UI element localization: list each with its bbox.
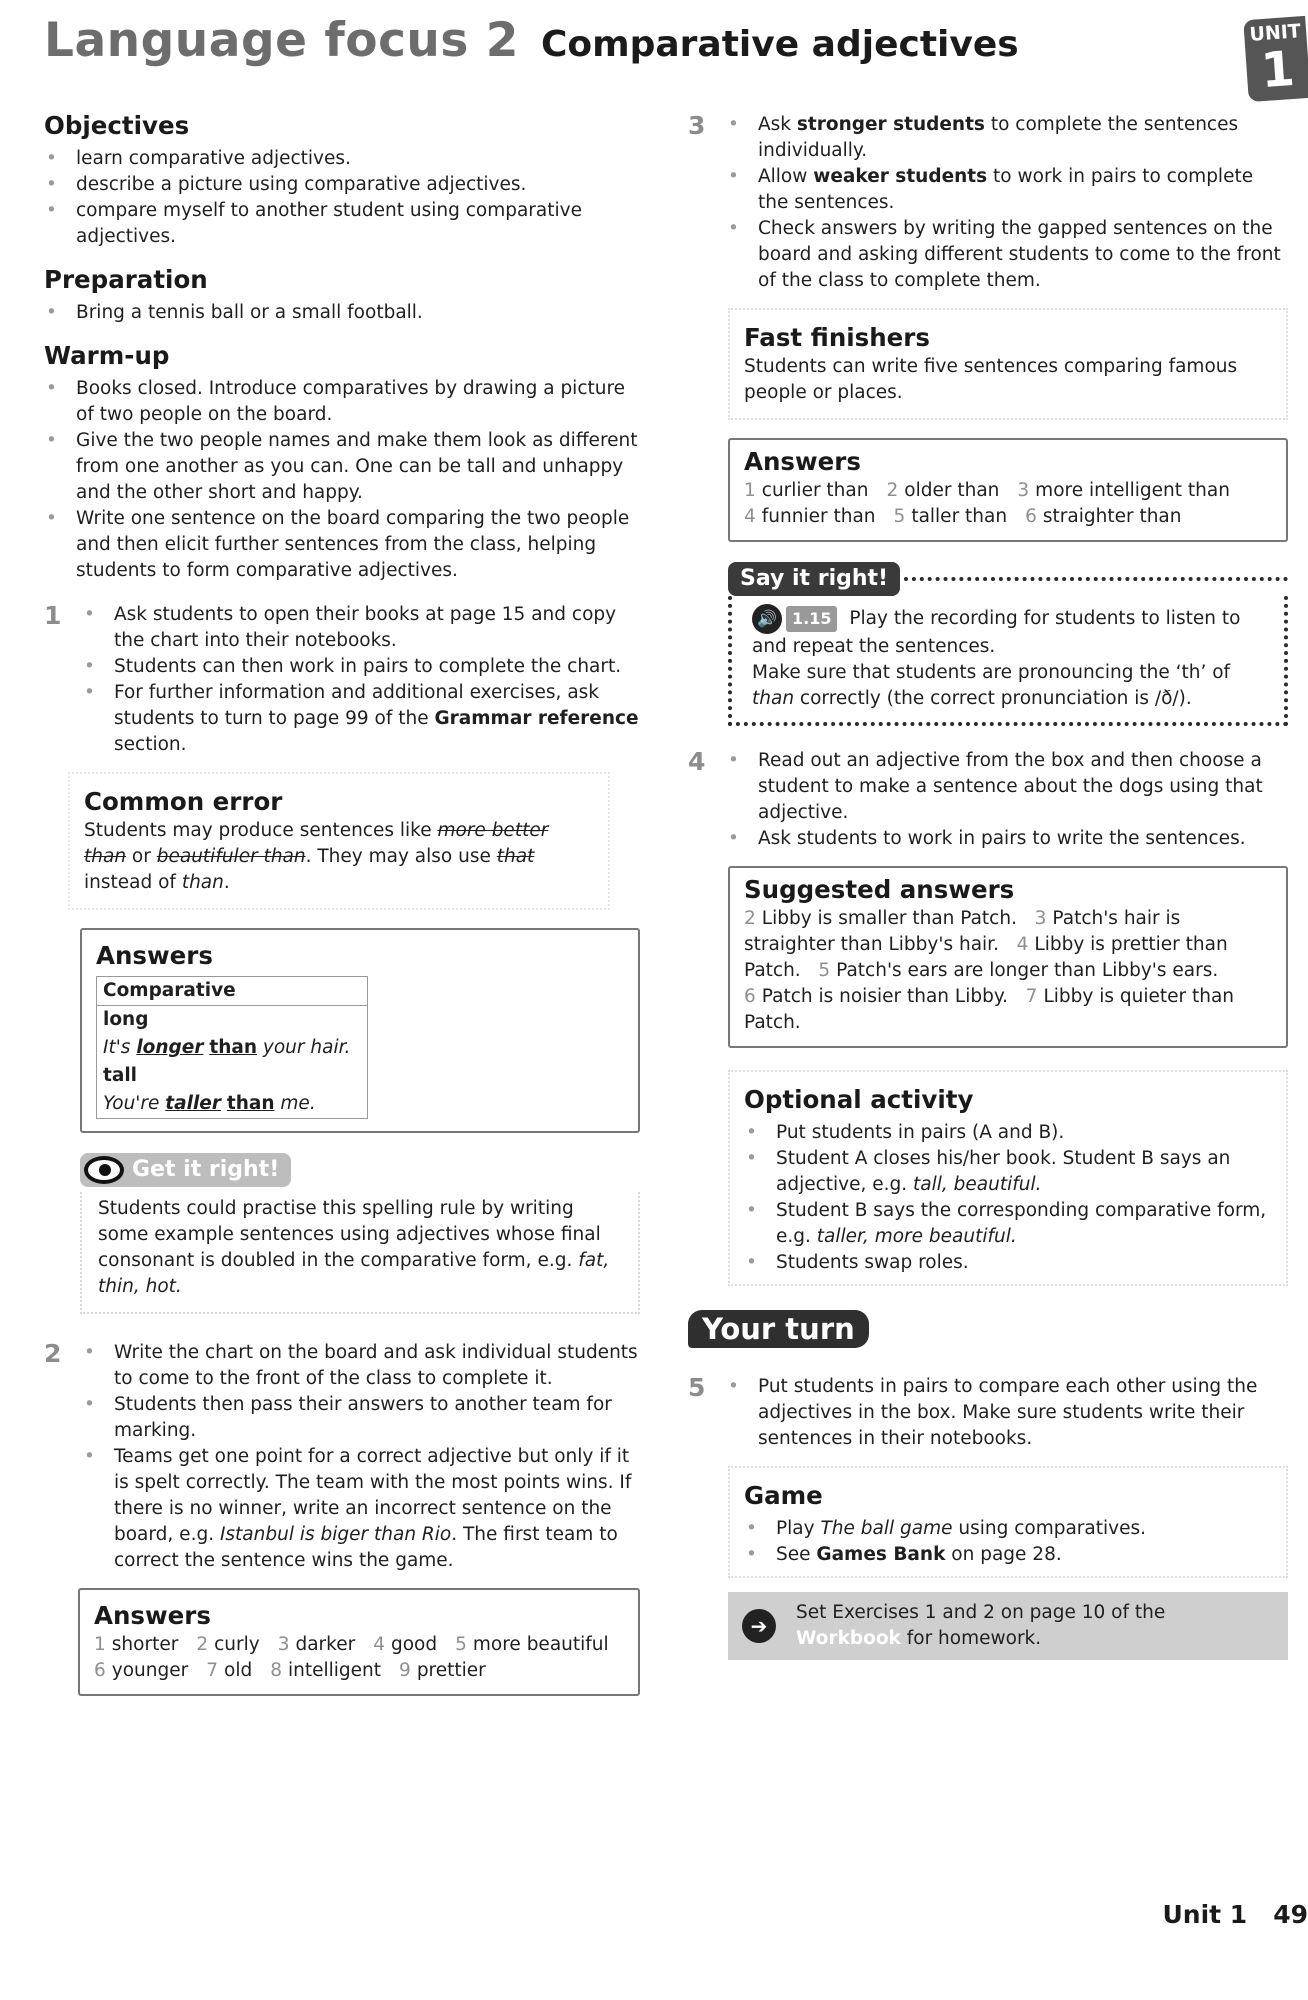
list-item: • Give the two people names and make them look as different from one another as you can. One can be tall and unhappy and the other short and happy. — [44, 428, 640, 506]
text: Student A closes his/her book. Student B says an adjective, e.g. — [776, 1148, 1231, 1195]
list-item: • Write the chart on the board and ask individual students to come to the front of the class to complete it. — [82, 1340, 640, 1392]
list-item: • Write one sentence on the board comparing the two people and then elicit further sentences from the class, helping students to form comparative adjectives. — [44, 506, 640, 584]
answer-item — [94, 1634, 178, 1655]
text: 5 — [818, 960, 831, 981]
section-number: 1 — [44, 601, 62, 630]
text: Libby is smaller than Patch. — [761, 908, 1017, 929]
text: 5 — [893, 506, 906, 527]
text: . They may also use — [305, 846, 497, 867]
text: or — [126, 846, 157, 867]
optional-activity-heading: Optional activity — [744, 1085, 974, 1114]
common-error-heading: Common error — [84, 787, 283, 816]
text: Set Exercises 1 and 2 on page 10 of the — [796, 1602, 1166, 1623]
common-error-text — [84, 818, 594, 896]
say-it-right-box — [728, 562, 1288, 726]
get-it-right-text — [80, 1192, 640, 1314]
answers-row — [744, 478, 1272, 504]
answer-item — [894, 506, 1008, 527]
section-2-list — [82, 1340, 640, 1574]
answer-item — [744, 480, 868, 501]
text: 1 — [744, 480, 756, 501]
section-5 — [688, 1374, 1288, 1452]
suggested-answers-heading: Suggested answers — [744, 875, 1015, 904]
answer-item — [196, 1634, 259, 1655]
text: than — [752, 688, 795, 709]
list-item: • Books closed. Introduce comparatives by drawing a picture of two people on the board. — [44, 376, 640, 428]
text: funnier than — [761, 506, 876, 527]
answer-item — [1017, 480, 1230, 501]
answer-item — [744, 506, 876, 527]
homework-box — [728, 1592, 1288, 1660]
text: to complete the sentences individually. — [758, 114, 1239, 161]
text: than — [209, 1037, 258, 1058]
text: tall, beautiful. — [913, 1174, 1042, 1195]
text: For further information and additional exercises, ask students to turn to page 99 of the — [114, 682, 600, 729]
text: . — [223, 872, 230, 893]
list-item: • Students then pass their answers to another team for marking. — [82, 1392, 640, 1444]
answer-item — [818, 960, 1218, 981]
text: 5 — [455, 1634, 467, 1655]
list-item — [726, 164, 1288, 216]
text: fat, thin, hot. — [98, 1250, 610, 1297]
left-column — [44, 110, 640, 1696]
list-item: • Students can then work in pairs to complete the chart. — [82, 654, 640, 680]
say-it-right-text — [728, 596, 1288, 726]
optional-activity-list — [744, 1120, 1272, 1276]
text: taller than — [911, 506, 1008, 527]
workbook-text: Workbook — [796, 1628, 901, 1649]
text: 8 — [270, 1660, 282, 1681]
answers-heading: Answers — [94, 1601, 211, 1630]
text: Games Bank — [816, 1544, 946, 1565]
text: Students could practise this spelling rule by writing some example sentences using adjectives whose final consonant is doubled in the comparative form, e.g. — [98, 1198, 601, 1271]
text: correctly (the correct pronunciation is /ð/). — [794, 688, 1192, 709]
unit-badge-label: UNIT — [1248, 20, 1302, 46]
list-item: • Bring a tennis ball or a small football. — [44, 300, 640, 326]
text: for homework. — [900, 1628, 1042, 1649]
text: Get it right! — [132, 1157, 280, 1182]
common-error-box — [68, 772, 610, 910]
answers-row — [94, 1632, 624, 1658]
preparation-heading: Preparation — [44, 265, 208, 294]
objectives-heading: Objectives — [44, 111, 190, 140]
answer-item — [278, 1634, 356, 1655]
struck-text: more better than — [84, 820, 549, 867]
text: 6 — [744, 986, 756, 1007]
audio-track-number[interactable]: 1.15 — [786, 606, 837, 632]
table-header: Comparative — [97, 977, 367, 1006]
text: darker — [295, 1634, 356, 1655]
text: shorter — [111, 1634, 179, 1655]
list-item: • Ask students to open their books at page 15 and copy the chart into their notebooks. — [82, 602, 640, 654]
text: 2 — [744, 908, 756, 929]
preparation-list — [44, 300, 640, 326]
text: instead of — [84, 872, 182, 893]
table-row — [97, 1062, 367, 1090]
text: Play the recording for students to listen to and repeat the sentences. — [752, 608, 1241, 657]
text: on page 28. — [945, 1544, 1062, 1565]
text: See — [776, 1544, 817, 1565]
text: Istanbul is biger than Rio — [219, 1524, 452, 1545]
answers-box-1 — [80, 928, 640, 1133]
text: than — [226, 1093, 275, 1114]
answer-item — [744, 908, 1017, 929]
text: 6 — [1025, 506, 1037, 527]
grammar-reference-text: Grammar reference — [434, 708, 639, 729]
text: curlier than — [761, 480, 869, 501]
text: . The first team to correct the sentence wins the game. — [114, 1524, 618, 1571]
list-item — [744, 1146, 1272, 1198]
lesson-subtitle: Comparative adjectives — [540, 24, 1019, 65]
list-item: • Put students in pairs to compare each other using the adjectives in the box. Make sure students write their sentences in their notebooks. — [726, 1374, 1288, 1452]
your-turn-label: Your turn — [688, 1310, 869, 1348]
text: weaker students — [813, 166, 988, 187]
text: curly — [214, 1634, 260, 1655]
comparative-table — [96, 976, 368, 1119]
say-line-2 — [752, 660, 1268, 712]
list-item: • describe a picture using comparative adjectives. — [44, 172, 640, 198]
fast-finishers-text: Students can write five sentences comparing famous people or places. — [744, 356, 1238, 403]
struck-text: that — [496, 846, 535, 867]
homework-text — [796, 1600, 1274, 1652]
text: 3 — [1017, 480, 1030, 501]
text: straighter than — [1042, 506, 1182, 527]
game-box — [728, 1466, 1288, 1578]
text: old — [224, 1660, 253, 1681]
answers-row — [744, 504, 1272, 530]
your-turn-banner — [688, 1310, 1288, 1348]
text: 4 — [1016, 934, 1029, 955]
text: taller, more beautiful. — [816, 1226, 1017, 1247]
answers-box-2 — [78, 1588, 640, 1696]
text: Allow — [758, 166, 814, 187]
section-number: 3 — [688, 111, 706, 140]
get-it-right-box — [80, 1153, 640, 1314]
text: Teams get one point for a correct adjective but only if it is spelt correctly. The team with the most points wins. If there is no winner, write an incorrect sentence on the board, e.g. — [114, 1446, 632, 1545]
text: Student B says the corresponding comparative form, e.g. — [776, 1200, 1267, 1247]
text: older than — [904, 480, 1000, 501]
text: stronger students — [796, 114, 985, 135]
list-item: • compare myself to another student using comparative adjectives. — [44, 198, 640, 250]
section-4 — [688, 748, 1288, 852]
warmup-heading: Warm-up — [44, 341, 170, 370]
page-title — [44, 13, 1019, 68]
answer-item — [455, 1634, 609, 1655]
section-5-list — [726, 1374, 1288, 1452]
eye-icon — [84, 1156, 124, 1184]
text: Libby is quieter than Patch. — [744, 986, 1235, 1033]
section-2 — [44, 1340, 640, 1574]
list-item: • learn comparative adjectives. — [44, 146, 640, 172]
text: Patch is noisier than Libby. — [761, 986, 1009, 1007]
unit-badge-number: 1 — [1259, 40, 1297, 100]
text: taller — [165, 1093, 221, 1114]
optional-activity-box — [728, 1070, 1288, 1286]
footer-unit: Unit 1 — [1162, 1900, 1248, 1929]
list-item: • Ask students to work in pairs to write the sentences. — [726, 826, 1288, 852]
text: me. — [274, 1093, 316, 1114]
page-number: 49 — [1273, 1900, 1308, 1929]
page-footer — [1162, 1902, 1308, 1928]
say-it-right-label: Say it right! — [728, 562, 900, 596]
text: Play — [776, 1518, 821, 1539]
answer-item — [94, 1660, 188, 1681]
objectives-list — [44, 146, 640, 250]
answers-box-3 — [728, 438, 1288, 542]
text: The ball game — [820, 1518, 953, 1539]
warmup-list — [44, 376, 640, 584]
say-it-right-top — [728, 562, 1288, 596]
text: more intelligent than — [1035, 480, 1230, 501]
text: long — [103, 1009, 149, 1030]
text: Patch's ears are longer than Libby's ears. — [836, 960, 1219, 981]
text: 3 — [1034, 908, 1047, 929]
fast-finishers-box — [728, 308, 1288, 420]
struck-text: beautifuler than — [156, 846, 306, 867]
suggested-answers-box — [728, 866, 1288, 1048]
table-row — [97, 1034, 367, 1062]
section-1 — [44, 602, 640, 758]
text: your hair. — [257, 1037, 351, 1058]
list-item — [82, 680, 640, 758]
unit-badge — [1243, 16, 1308, 102]
text: Ask — [758, 114, 797, 135]
text: 1 — [94, 1634, 106, 1655]
table-row — [97, 1006, 367, 1034]
text: 2 — [196, 1634, 209, 1655]
section-number: 2 — [44, 1339, 62, 1368]
text: tall — [103, 1065, 138, 1086]
answers-heading: Answers — [96, 941, 213, 970]
text: It's — [103, 1037, 137, 1058]
answers-row — [94, 1658, 624, 1684]
answer-item — [373, 1634, 437, 1655]
text: 6 — [94, 1660, 106, 1681]
text: 9 — [399, 1660, 411, 1681]
text: younger — [111, 1660, 189, 1681]
text: than — [181, 872, 224, 893]
answer-item — [206, 1660, 252, 1681]
text: longer — [136, 1037, 204, 1058]
suggested-answers-text — [744, 906, 1272, 1036]
text: Make sure that students are pronouncing the ‘th’ of — [752, 662, 1231, 683]
text: Patch's hair is straighter than Libby's hair. — [744, 908, 1181, 955]
game-list — [744, 1516, 1272, 1568]
answers-heading: Answers — [744, 447, 861, 476]
dotted-border — [904, 577, 1288, 581]
list-item — [726, 112, 1288, 164]
text: more beautiful — [472, 1634, 609, 1655]
list-item: • Students swap roles. — [744, 1250, 1272, 1276]
text: You're — [103, 1093, 166, 1114]
section-4-list — [726, 748, 1288, 852]
get-it-right-label — [80, 1153, 291, 1187]
section-number: 4 — [688, 747, 706, 776]
text: 3 — [277, 1634, 290, 1655]
section-1-list — [82, 602, 640, 758]
text: good — [390, 1634, 438, 1655]
speaker-icon[interactable]: 🔊 — [752, 604, 782, 634]
text: 2 — [886, 480, 899, 501]
list-item: • Check answers by writing the gapped sentences on the board and asking different students to come to the front of the class to complete them. — [726, 216, 1288, 294]
say-line-1 — [752, 604, 1268, 660]
answer-item — [399, 1660, 486, 1681]
text: 7 — [206, 1660, 219, 1681]
section-number: 5 — [688, 1373, 706, 1402]
text: 4 — [744, 506, 756, 527]
answer-item — [270, 1660, 381, 1681]
right-column — [688, 112, 1288, 1660]
list-item — [744, 1198, 1272, 1250]
table-row — [97, 1090, 367, 1118]
list-item — [744, 1542, 1272, 1568]
section-3-list — [726, 112, 1288, 294]
text: section. — [114, 734, 187, 755]
answer-item — [744, 986, 1008, 1007]
arrow-right-icon: ➔ — [742, 1609, 776, 1643]
fast-finishers-heading: Fast finishers — [744, 323, 930, 352]
list-item — [744, 1516, 1272, 1542]
text: Libby is prettier than Patch. — [744, 934, 1228, 981]
answer-item — [1025, 506, 1181, 527]
list-item: • Read out an adjective from the box and then choose a student to make a sentence about the dogs using that adjective. — [726, 748, 1288, 826]
text: 7 — [1025, 986, 1038, 1007]
list-item — [82, 1444, 640, 1574]
text: 4 — [373, 1634, 385, 1655]
section-3 — [688, 112, 1288, 294]
game-heading: Game — [744, 1481, 823, 1510]
text: Students may produce sentences like — [84, 820, 438, 841]
lesson-title: Language focus 2 — [44, 13, 519, 68]
list-item: • Put students in pairs (A and B). — [744, 1120, 1272, 1146]
answer-item — [886, 480, 999, 501]
text: prettier — [416, 1660, 486, 1681]
text: intelligent — [288, 1660, 382, 1681]
text: to work in pairs to complete the sentences. — [758, 166, 1254, 213]
text: using comparatives. — [952, 1518, 1146, 1539]
